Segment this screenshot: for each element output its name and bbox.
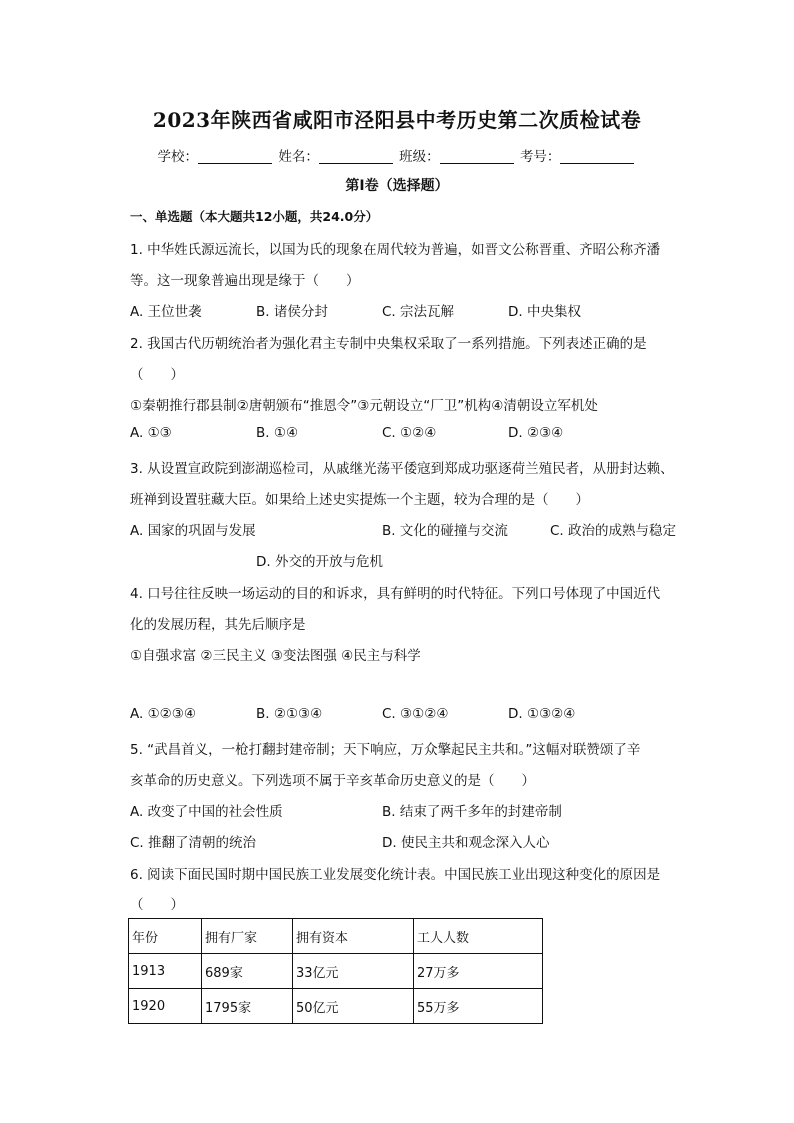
table-cell: 1795家: [202, 989, 293, 1024]
q6-stem-line2: （ ）: [130, 897, 184, 913]
q4-option-a: A. ①②③④: [130, 706, 196, 722]
table-cell: 33亿元: [293, 954, 414, 989]
table-header-cell: 年份: [129, 919, 202, 954]
q1-stem-line1: 1. 中华姓氏源远流长，以国为氏的现象在周代较为普遍，如晋文公称晋重、齐昭公称齐潘: [130, 242, 661, 258]
q5-option-d: D. 使民主共和观念深入人心: [382, 835, 550, 851]
exam-title: 2023年陕西省咸阳市泾阳县中考历史第二次质检试卷: [152, 108, 642, 132]
q1-option-b: B. 诸侯分封: [256, 304, 328, 320]
q5-stem-line2: 亥革命的历史意义。下列选项不属于辛亥革命历史意义的是（ ）: [130, 773, 535, 789]
q5-option-a: A. 改变了中国的社会性质: [130, 804, 283, 820]
q4-option-c: C. ③①②④: [382, 706, 449, 722]
q1-option-d: D. 中央集权: [508, 304, 581, 320]
name-blank: [319, 149, 393, 164]
q2-option-a: A. ①③: [130, 425, 172, 441]
volume-heading: 第I卷（选择题）: [345, 178, 449, 194]
q3-stem-line2: 班禅到设置驻藏大臣。如果给上述史实提炼一个主题，较为合理的是（ ）: [130, 492, 589, 508]
q2-option-d: D. ②③④: [508, 425, 564, 441]
q3-option-d: D. 外交的开放与危机: [256, 554, 383, 570]
q4-stem-line1: 4. 口号往往反映一场运动的目的和诉求，具有鲜明的时代特征。下列口号体现了中国近代: [130, 586, 661, 602]
exam-no-label: 考号：: [519, 149, 561, 165]
q1-stem-line2: 等。这一现象普遍出现是缘于（ ）: [130, 273, 360, 289]
table-cell: 27万多: [414, 954, 543, 989]
school-blank: [198, 149, 272, 164]
q5-option-c: C. 推翻了清朝的统治: [130, 835, 257, 851]
q2-stem-line2: （ ）: [130, 367, 184, 383]
q4-stem-line2: 化的发展历程，其先后顺序是: [130, 617, 306, 633]
q3-option-a: A. 国家的巩固与发展: [130, 523, 256, 539]
table-header-cell: 拥有资本: [293, 919, 414, 954]
class-blank: [440, 149, 514, 164]
q5-stem-line1: 5. “武昌首义，一枪打翻封建帝制；天下响应，万众擎起民主共和。”这幅对联赞颂了辛: [130, 742, 641, 758]
table-cell: 55万多: [414, 989, 543, 1024]
q2-option-c: C. ①②④: [382, 425, 437, 441]
q4-statements: ①自强求富 ②三民主义 ③变法图强 ④民主与科学: [130, 648, 421, 664]
q1-option-a: A. 王位世袭: [130, 304, 202, 320]
table-cell: 1913: [129, 954, 202, 989]
table-cell: 50亿元: [293, 989, 414, 1024]
table-cell: 1920: [129, 989, 202, 1024]
table-header-cell: 拥有厂家: [202, 919, 293, 954]
q3-option-c: C. 政治的成熟与稳定: [550, 523, 677, 539]
q3-stem-line1: 3. 从设置宣政院到澎湖巡检司，从戚继光荡平倭寇到郑成功驱逐荷兰殖民者，从册封达赖、: [130, 461, 674, 477]
school-label: 学校：: [157, 149, 199, 165]
table-row: [129, 954, 543, 989]
table-header-row: [129, 919, 543, 954]
q4-option-d: D. ①③②④: [508, 706, 576, 722]
student-info-line: [0, 145, 794, 165]
q1-option-c: C. 宗法瓦解: [382, 304, 455, 320]
table-cell: 689家: [202, 954, 293, 989]
class-label: 班级：: [399, 149, 440, 165]
section-heading: 一、单选题（本大题共12小题，共24.0分）: [130, 209, 379, 224]
table-row: [129, 989, 543, 1024]
name-label: 姓名：: [278, 149, 319, 165]
table-header-cell: 工人人数: [414, 919, 543, 954]
q2-statements: ①秦朝推行郡县制②唐朝颁布“推恩令”③元朝设立“厂卫”机构④清朝设立军机处: [130, 398, 598, 414]
q2-stem-line1: 2. 我国古代历朝统治者为强化君主专制中央集权采取了一系列措施。下列表述正确的是: [130, 336, 647, 352]
exam-no-blank: [560, 149, 634, 164]
industry-stats-table: [128, 918, 543, 1024]
q6-stem-line1: 6. 阅读下面民国时期中国民族工业发展变化统计表。中国民族工业出现这种变化的原因是: [130, 867, 661, 883]
q3-option-b: B. 文化的碰撞与交流: [382, 523, 508, 539]
q4-option-b: B. ②①③④: [256, 706, 323, 722]
q5-option-b: B. 结束了两千多年的封建帝制: [382, 804, 562, 820]
q2-option-b: B. ①④: [256, 425, 299, 441]
